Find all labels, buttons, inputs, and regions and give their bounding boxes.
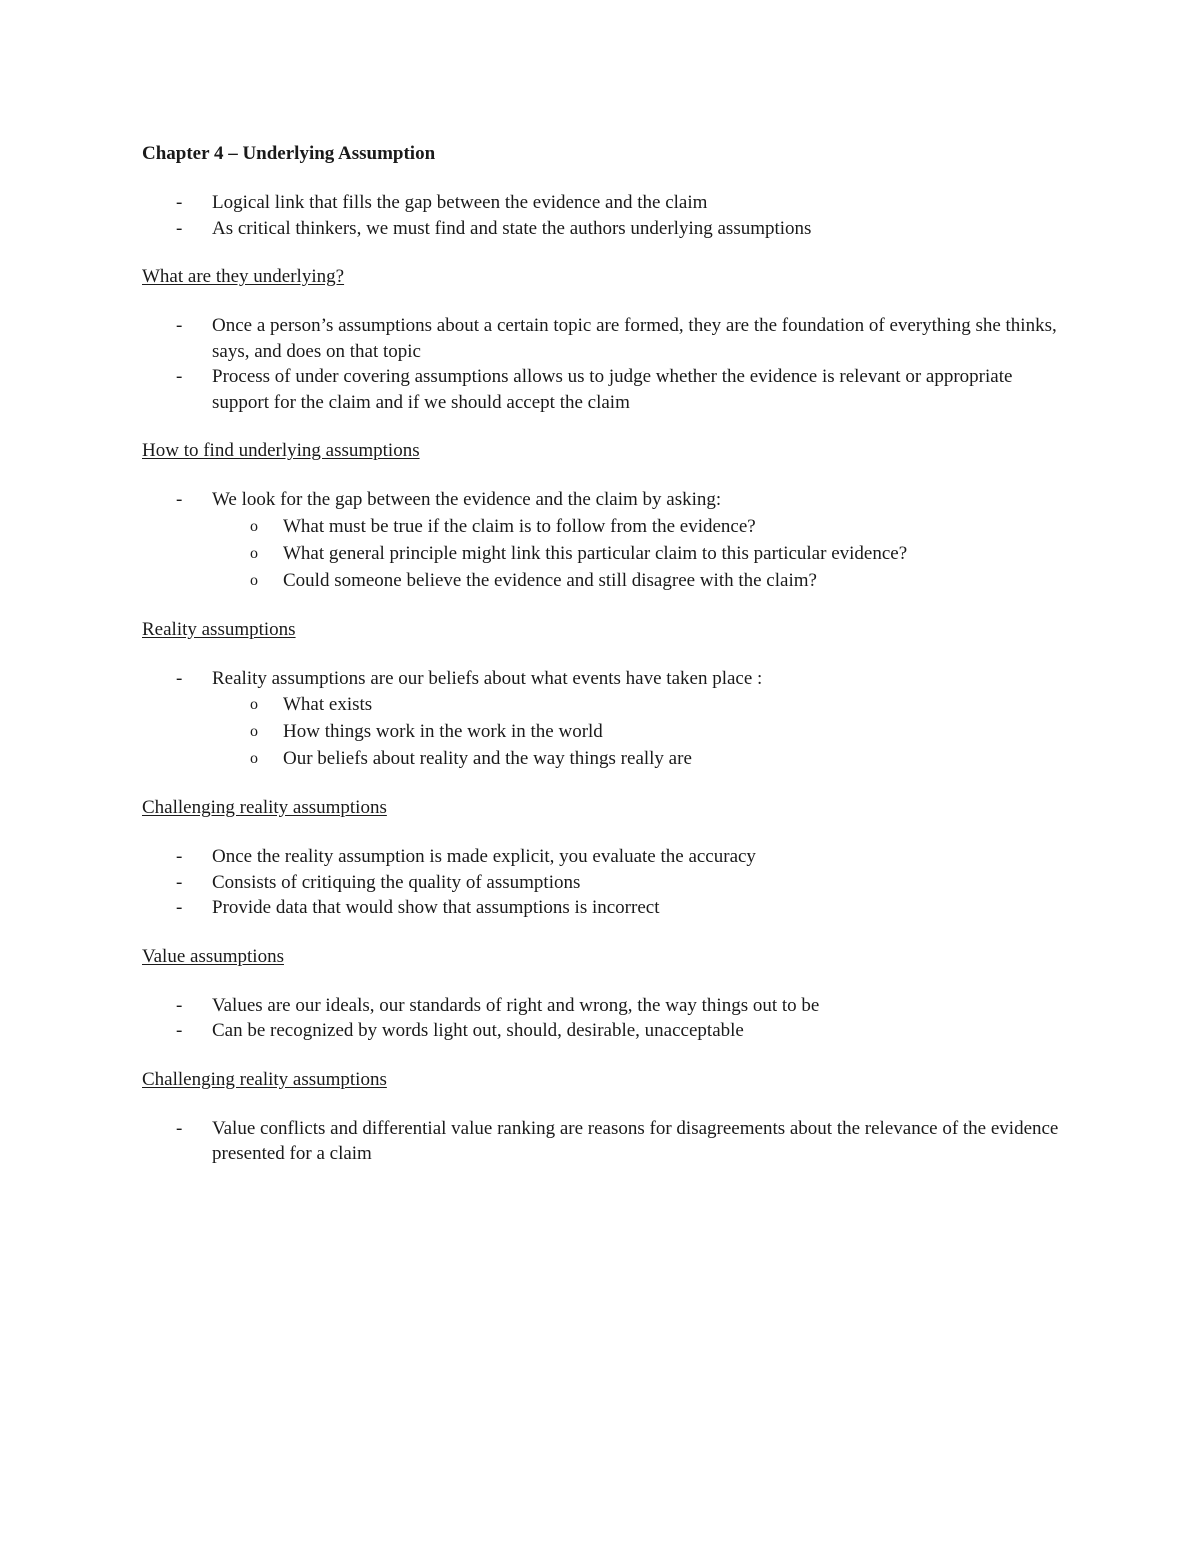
circle-marker: o	[250, 723, 258, 740]
list-item: - Once a person’s assumptions about a certain topic are formed, they are the foundation of everything she thinks, says, and does on that topic	[176, 315, 1057, 362]
section-list	[142, 844, 1062, 921]
list-item: - Consists of critiquing the quality of assumptions	[142, 870, 1062, 896]
sub-list-item: o What must be true if the claim is to follow from the evidence?	[142, 513, 1062, 540]
list-item: - Values are our ideals, our standards of right and wrong, the way things out to be	[142, 993, 1062, 1019]
circle-marker: o	[250, 571, 258, 589]
section-list	[142, 666, 1062, 773]
list-item: - Value conflicts and differential value ranking are reasons for disagreements about the relevance of the evidence presented for a claim	[176, 1117, 1059, 1164]
section-list	[142, 1116, 1062, 1167]
sub-list-item: o What exists	[142, 691, 1062, 718]
section-list	[142, 487, 1062, 594]
dash-marker: -	[176, 217, 183, 239]
circle-marker: o	[250, 696, 258, 713]
list-item: - Provide data that would show that assumptions is incorrect	[142, 895, 1062, 921]
list-item: - Logical link that fills the gap between the evidence and the claim	[142, 190, 1062, 216]
sub-list-item: o Our beliefs about reality and the way things really are	[142, 745, 1062, 772]
list-item: - Once the reality assumption is made explicit, you evaluate the accuracy	[142, 844, 1062, 870]
section-heading: How to find underlying assumptions	[142, 440, 420, 461]
circle-marker: o	[250, 544, 258, 562]
list-item: - Can be recognized by words light out, should, desirable, unacceptable	[142, 1018, 1062, 1044]
circle-marker: o	[250, 517, 258, 535]
dash-marker: -	[176, 192, 183, 213]
section-heading: Challenging reality assumptions	[142, 797, 387, 818]
dash-marker: -	[176, 994, 183, 1016]
sub-list-item: o How things work in the work in the world	[142, 718, 1062, 745]
sub-list-item: o What general principle might link this particular claim to this particular evidence?	[142, 540, 1062, 567]
section-heading: Value assumptions	[142, 945, 284, 967]
intro-list	[142, 190, 1062, 241]
dash-marker: -	[176, 366, 183, 387]
list-item: - As critical thinkers, we must find and state the authors underlying assumptions	[142, 216, 1062, 242]
dash-marker: -	[176, 1020, 183, 1041]
section-list	[142, 993, 1062, 1044]
list-item: - Process of under covering assumptions allows us to judge whether the evidence is relevant or appropriate support for the claim and if we should accept the claim	[176, 366, 1013, 413]
section-heading: Reality assumptions	[142, 618, 296, 640]
document-page	[142, 139, 1062, 1188]
sub-list	[212, 513, 1062, 594]
dash-marker: -	[176, 846, 183, 867]
sub-list-item: o Could someone believe the evidence and still disagree with the claim?	[142, 567, 1062, 594]
page-title: Chapter 4 – Underlying Assumption	[142, 143, 436, 164]
dash-marker: -	[176, 315, 183, 336]
section-list	[142, 313, 1062, 415]
dash-marker: -	[176, 871, 183, 893]
dash-marker: -	[176, 1117, 183, 1139]
dash-marker: -	[176, 667, 183, 689]
section-heading: What are they underlying?	[142, 266, 345, 287]
circle-marker: o	[250, 750, 258, 767]
list-item: - We look for the gap between the evidence and the claim by asking: o What must be true if the claim is to follow from the evidence? o What general principle might link this particular claim to this particular evidence? o Could someone believe the evidence and still disagree with the claim?	[142, 487, 1062, 594]
section-heading: Challenging reality assumptions	[142, 1068, 387, 1090]
list-item: - Reality assumptions are our beliefs about what events have taken place : o What exists o How things work in the work in the world o Our beliefs about reality and the way things really are	[142, 666, 1062, 773]
dash-marker: -	[176, 897, 183, 918]
sub-list	[212, 691, 1062, 772]
dash-marker: -	[176, 489, 183, 510]
